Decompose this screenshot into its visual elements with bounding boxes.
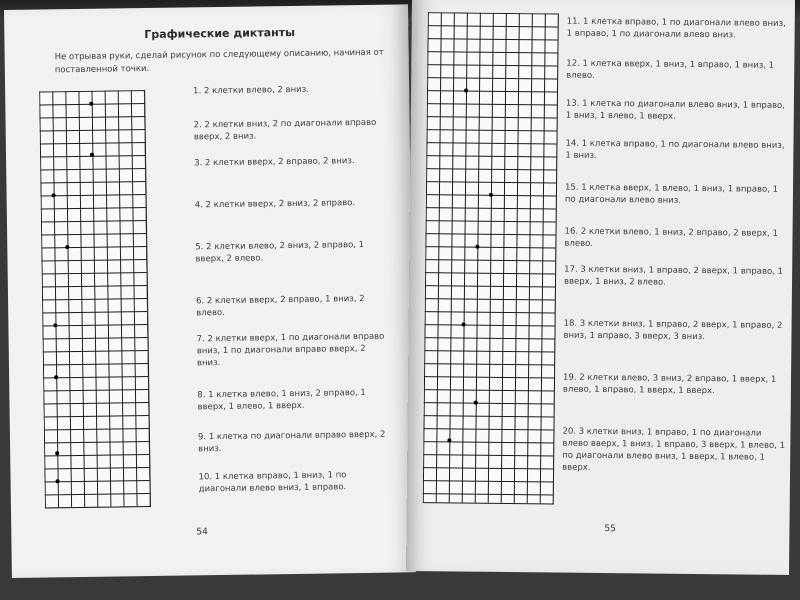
task-item: 9. 1 клетка по диагонали вправо вверх, 2 вниз. <box>197 429 386 455</box>
instructions-text: Не отрывая руки, сделай рисунок по следующему описанию, начиная от поставленной точки. <box>54 47 384 76</box>
page-number: 54 <box>196 527 208 538</box>
task-item: 4. 2 клетки вверх, 2 вниз, 2 вправо. <box>194 198 356 211</box>
start-dot <box>53 323 57 327</box>
task-item: 18. 3 клетки вниз, 1 вправо, 2 вверх, 1 вправо, 2 вниз, 1 вправо, 3 вверх, 3 вниз. <box>563 318 783 343</box>
start-dot <box>90 153 94 157</box>
start-dot <box>462 323 466 327</box>
start-dot <box>447 438 451 442</box>
start-dot <box>474 401 478 405</box>
task-item: 5. 2 клетки влево, 2 вниз, 2 вправо, 1 вверх, 2 влево. <box>195 239 365 265</box>
task-item: 6. 2 клетки вверх, 2 вправо, 1 вниз, 2 влево. <box>196 293 365 319</box>
task-item: 2. 2 клетки вниз, 2 по диагонали вправо вверх, 2 вниз. <box>193 117 377 143</box>
task-item: 1. 2 клетки влево, 2 вниз. <box>193 84 309 97</box>
start-dot <box>89 102 93 106</box>
task-item: 12. 1 клетка вверх, 1 вниз, 1 вправо, 1 вниз, 1 влево. <box>566 58 775 81</box>
task-item: 15. 1 клетка вверх, 1 влево, 1 вниз, 1 вправо, 1 по диагонали влево вниз. <box>564 182 779 206</box>
task-item: 10. 1 клетка вправо, 1 вниз, 1 по диагонали влево вниз, 1 вправо. <box>198 470 347 495</box>
start-dot <box>489 193 493 197</box>
start-dot <box>475 245 479 249</box>
task-item: 14. 1 клетка вправо, 1 по диагонали влево вниз, 1 вниз. <box>565 138 785 161</box>
task-item: 20. 3 клетки вниз, 1 вправо, 1 по диагонали влево вверх, 1 вниз, 1 вправо, 3 вверх, 1 влево, 1 по диагонали влево вниз, 1 вверх, 1 влево, 1 вверх. <box>562 426 786 473</box>
task-item: 16. 2 клетки влево, 1 вниз, 2 вправо, 2 вверх, 1 влево. <box>564 226 778 249</box>
page-title: Графические диктанты <box>144 25 296 42</box>
task-item: 11. 1 клетка вправо, 1 по диагонали влево вниз, 1 вправо, 1 по диагонали влево вниз. <box>566 16 786 41</box>
task-item: 7. 2 клетки вверх, 1 по диагонали вправо вниз, 1 по диагонали вправо вверх, 2 вниз. <box>196 331 385 369</box>
task-item: 17. 3 клетки вниз, 1 вправо, 2 вверх, 1 вправо, 1 вверх, 1 вниз, 2 влево. <box>563 264 784 288</box>
start-dot <box>464 89 468 93</box>
start-dot <box>56 479 60 483</box>
task-item: 13. 1 клетка по диагонали влево вниз, 1 вправо, 1 вниз, 1 влево, 1 вверх. <box>565 98 786 122</box>
task-item: 8. 1 клетка влево, 1 вниз, 2 вправо, 1 вверх, 1 влево, 1 вверх. <box>197 387 366 413</box>
start-dot <box>55 451 59 455</box>
page-number: 55 <box>604 524 616 535</box>
right-page <box>406 0 795 575</box>
start-dot <box>52 193 56 197</box>
start-dot <box>54 375 58 379</box>
right-grid-paper <box>423 12 559 504</box>
left-grid-paper <box>39 90 151 508</box>
left-page <box>4 4 416 578</box>
task-item: 19. 2 клетки влево, 3 вниз, 2 вправо, 1 вверх, 1 влево, 1 вправо, 1 вверх, 1 вверх. <box>562 372 777 397</box>
start-dot <box>65 245 69 249</box>
task-item: 3. 2 клетки вверх, 2 вправо, 2 вниз. <box>194 156 355 169</box>
